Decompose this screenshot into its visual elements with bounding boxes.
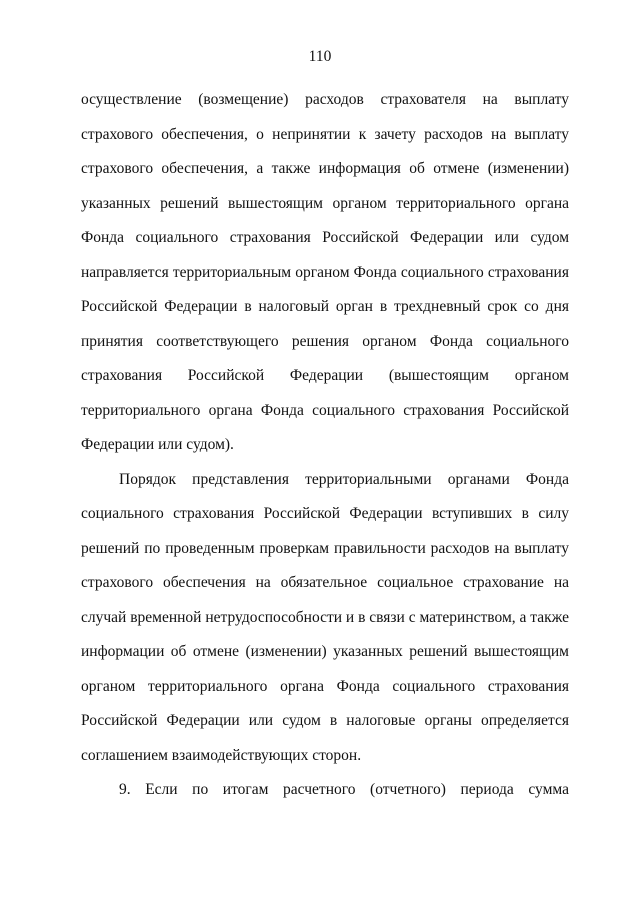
paragraph-2-line-3: решений по проведенным проверкам правильности расходов на выплату [81, 540, 569, 557]
paragraph-2-line-7: органом территориального органа Фонда социального страхования [81, 678, 569, 695]
paragraph-1-line-9: страхования Российской Федерации (вышестоящим органом [81, 367, 569, 384]
paragraph-3-line-1: 9. Если по итогам расчетного (отчетного) периода сумма [119, 781, 569, 798]
paragraph-1-line-3: страхового обеспечения, а также информация об отмене (изменении) [81, 160, 569, 177]
paragraph-2-line-8: Российской Федерации или судом в налоговые органы определяется [81, 712, 569, 729]
paragraph-1-line-5: Фонда социального страхования Российской Федерации или судом [81, 229, 569, 246]
page-number: 110 [308, 48, 332, 65]
paragraph-2-line-5: случай временной нетрудоспособности и в связи с материнством, а также [81, 609, 570, 626]
paragraph-1-line-10: территориального органа Фонда социального страхования Российской [81, 402, 569, 419]
paragraph-1-line-2: страхового обеспечения, о непринятии к зачету расходов на выплату [81, 126, 569, 143]
paragraph-2-line-2: социального страхования Российской Федерации вступивших в силу [81, 505, 569, 522]
paragraph-1-line-11: Федерации или судом). [81, 436, 234, 453]
paragraph-2-line-1: Порядок представления территориальными органами Фонда [119, 471, 569, 488]
paragraph-2-line-4: страхового обеспечения на обязательное социальное страхование на [81, 574, 569, 591]
paragraph-1-line-7: Российской Федерации в налоговый орган в трехдневный срок со дня [81, 298, 569, 315]
paragraph-2-line-6: информации об отмене (изменении) указанных решений вышестоящим [81, 643, 569, 660]
paragraph-1-line-8: принятия соответствующего решения органом Фонда социального [81, 333, 569, 350]
paragraph-1-line-6: направляется территориальным органом Фонда социального страхования [81, 264, 569, 281]
paragraph-1-line-4: указанных решений вышестоящим органом территориального органа [81, 195, 569, 212]
paragraph-1-line-1: осуществление (возмещение) расходов страхователя на выплату [81, 91, 569, 108]
paragraph-2-line-9: соглашением взаимодействующих сторон. [81, 747, 362, 764]
